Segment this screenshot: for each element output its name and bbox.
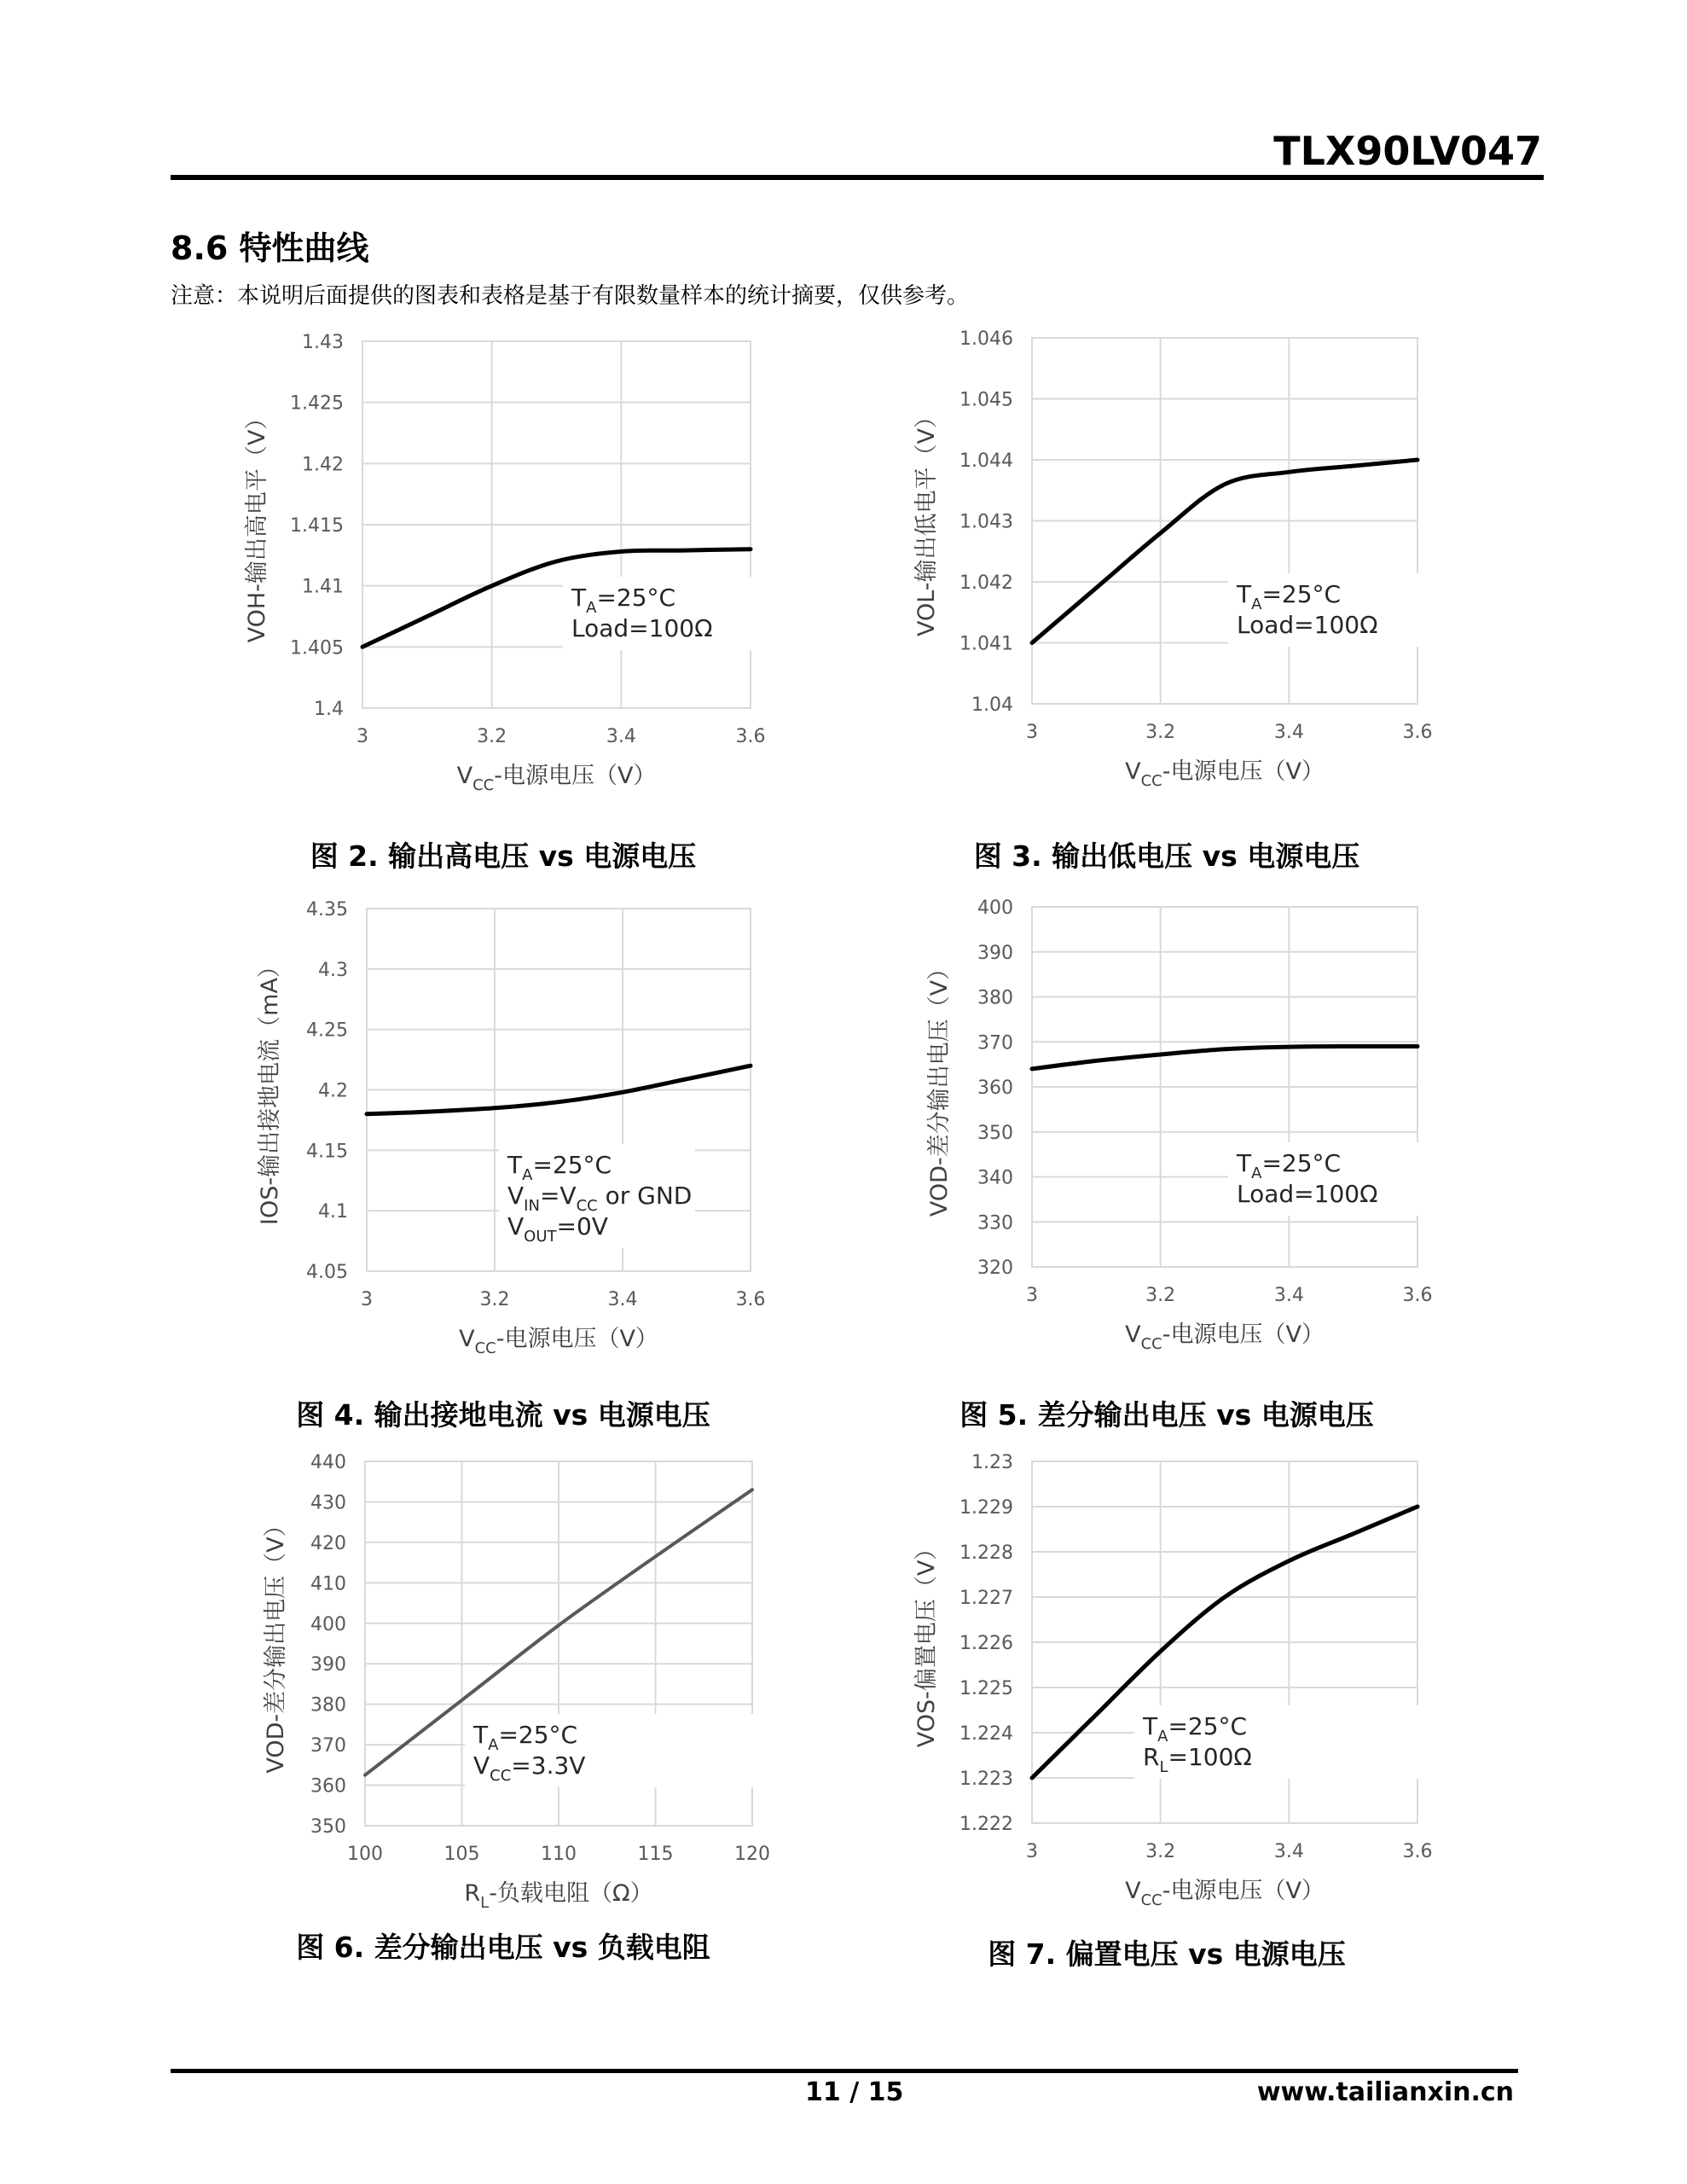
y-tick-label: 400 <box>977 897 1013 919</box>
chart-fig4 <box>213 883 853 1369</box>
y-tick-label: 1.043 <box>959 511 1013 533</box>
caption-fig2: 图 2. 输出高电压 vs 电源电压 <box>310 839 697 873</box>
x-tick-label: 110 <box>541 1844 577 1865</box>
y-tick-label: 1.229 <box>959 1497 1013 1519</box>
y-tick-label: 380 <box>977 987 1013 1009</box>
page-number: 11 / 15 <box>805 2077 904 2107</box>
y-tick-label: 1.405 <box>290 637 344 659</box>
series-line <box>1032 1046 1417 1068</box>
chart-fig5 <box>878 883 1518 1369</box>
y-tick-label: 1.225 <box>959 1678 1013 1699</box>
y-tick-label: 420 <box>310 1532 346 1554</box>
chart-annotation: $T_A=25^\circ C$ <box>1237 580 1342 613</box>
chart-annotation: $T_A=25^\circ C$ <box>473 1721 578 1754</box>
y-tick-label: 1.228 <box>959 1542 1013 1564</box>
y-tick-label: 1.41 <box>302 576 344 598</box>
x-tick-label: 3.4 <box>607 1289 638 1310</box>
x-tick-label: 3 <box>361 1289 373 1310</box>
chart-annotation: $V_{IN}=V_{CC}$ or GND <box>507 1182 693 1215</box>
x-axis-title: $V_{CC}-$电源电压（V） <box>459 1326 658 1357</box>
y-axis-title: IOS-输出接地电流（mA） <box>257 955 283 1225</box>
y-tick-label: 1.045 <box>959 389 1013 411</box>
x-tick-label: 3.6 <box>1402 1841 1433 1862</box>
y-tick-label: 330 <box>977 1212 1013 1234</box>
x-tick-label: 100 <box>347 1844 383 1865</box>
chart-annotation: $T_A=25^\circ C$ <box>507 1151 612 1184</box>
y-tick-label: 4.1 <box>318 1201 348 1223</box>
x-axis-title: $V_{CC}-$电源电压（V） <box>1125 758 1325 790</box>
y-tick-label: 1.425 <box>290 392 344 415</box>
x-tick-label: 3.2 <box>1145 1841 1176 1862</box>
y-axis-title: VOD-差分输出电压（V） <box>263 1513 289 1774</box>
x-axis-title: $V_{CC}-$电源电压（V） <box>456 763 657 794</box>
y-tick-label: 1.227 <box>959 1588 1013 1609</box>
x-tick-label: 120 <box>734 1844 770 1865</box>
y-tick-label: 340 <box>977 1167 1013 1189</box>
y-tick-label: 1.224 <box>959 1723 1013 1745</box>
y-axis-title: VOD-差分输出电压（V） <box>926 956 953 1217</box>
y-tick-label: 1.226 <box>959 1633 1013 1654</box>
chart-fig2 <box>213 316 853 802</box>
y-tick-label: 4.05 <box>306 1262 348 1283</box>
y-tick-label: 380 <box>310 1694 346 1716</box>
y-tick-label: 1.42 <box>302 454 344 476</box>
section-heading: 8.6 特性曲线 <box>171 229 369 267</box>
chart-annotation: $V_{OUT}=0V$ <box>507 1212 608 1246</box>
x-tick-label: 3 <box>1026 1841 1038 1862</box>
x-tick-label: 3.6 <box>735 1289 766 1310</box>
doc-title: TLX90LV047 <box>1273 128 1542 174</box>
y-tick-label: 4.15 <box>306 1141 348 1163</box>
chart-annotation: $T_A=25^\circ C$ <box>1237 1149 1342 1182</box>
y-tick-label: 350 <box>310 1816 346 1838</box>
caption-fig5: 图 5. 差分输出电压 vs 电源电压 <box>959 1398 1374 1432</box>
y-tick-label: 1.43 <box>302 332 344 353</box>
y-tick-label: 1.044 <box>959 450 1013 472</box>
chart-annotation: Load=100Ω <box>1237 1180 1378 1208</box>
header-rule <box>171 175 1544 180</box>
x-tick-label: 3.2 <box>1145 722 1176 743</box>
y-tick-label: 410 <box>310 1573 346 1595</box>
y-tick-label: 1.041 <box>959 633 1013 655</box>
x-tick-label: 3.2 <box>479 1289 510 1310</box>
y-tick-label: 360 <box>310 1775 346 1798</box>
x-tick-label: 3 <box>1026 1285 1038 1306</box>
x-tick-label: 105 <box>443 1844 480 1865</box>
y-tick-label: 370 <box>977 1032 1013 1054</box>
x-tick-label: 3.4 <box>1273 722 1304 743</box>
x-tick-label: 115 <box>637 1844 674 1865</box>
x-tick-label: 3.2 <box>477 726 507 747</box>
chart-annotation: Load=100Ω <box>571 614 713 642</box>
y-tick-label: 4.35 <box>306 899 348 921</box>
y-tick-label: 4.25 <box>306 1019 348 1042</box>
y-tick-label: 430 <box>310 1492 346 1514</box>
caption-fig4: 图 4. 输出接地电流 vs 电源电压 <box>296 1398 710 1432</box>
y-tick-label: 1.04 <box>971 694 1013 716</box>
y-tick-label: 350 <box>977 1122 1013 1144</box>
y-tick-label: 440 <box>310 1452 346 1473</box>
x-axis-title: $V_{CC}-$电源电压（V） <box>1125 1321 1325 1353</box>
x-axis-title: $R_L-$负载电阻（Ω） <box>464 1880 653 1912</box>
y-tick-label: 370 <box>310 1735 346 1757</box>
y-tick-label: 360 <box>977 1077 1013 1099</box>
y-tick-label: 390 <box>310 1654 346 1676</box>
y-axis-title: VOS-偏置电压（V） <box>913 1536 940 1748</box>
x-tick-label: 3.4 <box>606 726 636 747</box>
x-tick-label: 3 <box>1026 722 1038 743</box>
section-note: 注意：本说明后面提供的图表和表格是基于有限数量样本的统计摘要，仅供参考。 <box>171 283 970 309</box>
y-tick-label: 1.222 <box>959 1814 1013 1835</box>
chart-annotation: $T_A=25^\circ C$ <box>571 584 676 617</box>
chart-fig7 <box>878 1442 1518 1928</box>
y-tick-label: 4.3 <box>318 959 348 981</box>
y-tick-label: 1.223 <box>959 1769 1013 1790</box>
y-axis-title: VOL-输出低电平（V） <box>913 404 940 637</box>
y-tick-label: 1.415 <box>290 515 344 537</box>
x-tick-label: 3.6 <box>1402 1285 1433 1306</box>
x-tick-label: 3.4 <box>1273 1841 1304 1862</box>
y-tick-label: 1.046 <box>959 328 1013 350</box>
y-tick-label: 4.2 <box>318 1080 348 1102</box>
y-tick-label: 390 <box>977 942 1013 964</box>
caption-fig6: 图 6. 差分输出电压 vs 负载电阻 <box>296 1931 710 1964</box>
y-tick-label: 400 <box>310 1613 346 1635</box>
y-tick-label: 1.4 <box>314 699 344 720</box>
chart-annotation: $R_L=100\Omega$ <box>1143 1743 1252 1776</box>
x-tick-label: 3 <box>357 726 368 747</box>
x-tick-label: 3.6 <box>1402 722 1433 743</box>
footer-website: www.tailianxin.cn <box>1256 2077 1514 2107</box>
chart-fig6 <box>213 1442 853 1928</box>
y-axis-title: VOH-输出高电平（V） <box>244 406 270 643</box>
caption-fig7: 图 7. 偏置电压 vs 电源电压 <box>988 1937 1346 1971</box>
x-tick-label: 3.2 <box>1145 1285 1176 1306</box>
y-tick-label: 320 <box>977 1258 1013 1279</box>
x-tick-label: 3.4 <box>1273 1285 1304 1306</box>
x-tick-label: 3.6 <box>735 726 766 747</box>
x-axis-title: $V_{CC}-$电源电压（V） <box>1125 1878 1325 1909</box>
chart-annotation: $T_A=25^\circ C$ <box>1143 1712 1248 1745</box>
chart-annotation: $V_{CC}=3.3V$ <box>473 1751 586 1785</box>
y-tick-label: 1.042 <box>959 572 1013 594</box>
y-tick-label: 1.23 <box>971 1452 1013 1473</box>
footer-rule <box>171 2069 1518 2073</box>
chart-fig3 <box>878 316 1518 802</box>
chart-annotation: Load=100Ω <box>1237 611 1378 639</box>
caption-fig3: 图 3. 输出低电压 vs 电源电压 <box>973 839 1360 873</box>
